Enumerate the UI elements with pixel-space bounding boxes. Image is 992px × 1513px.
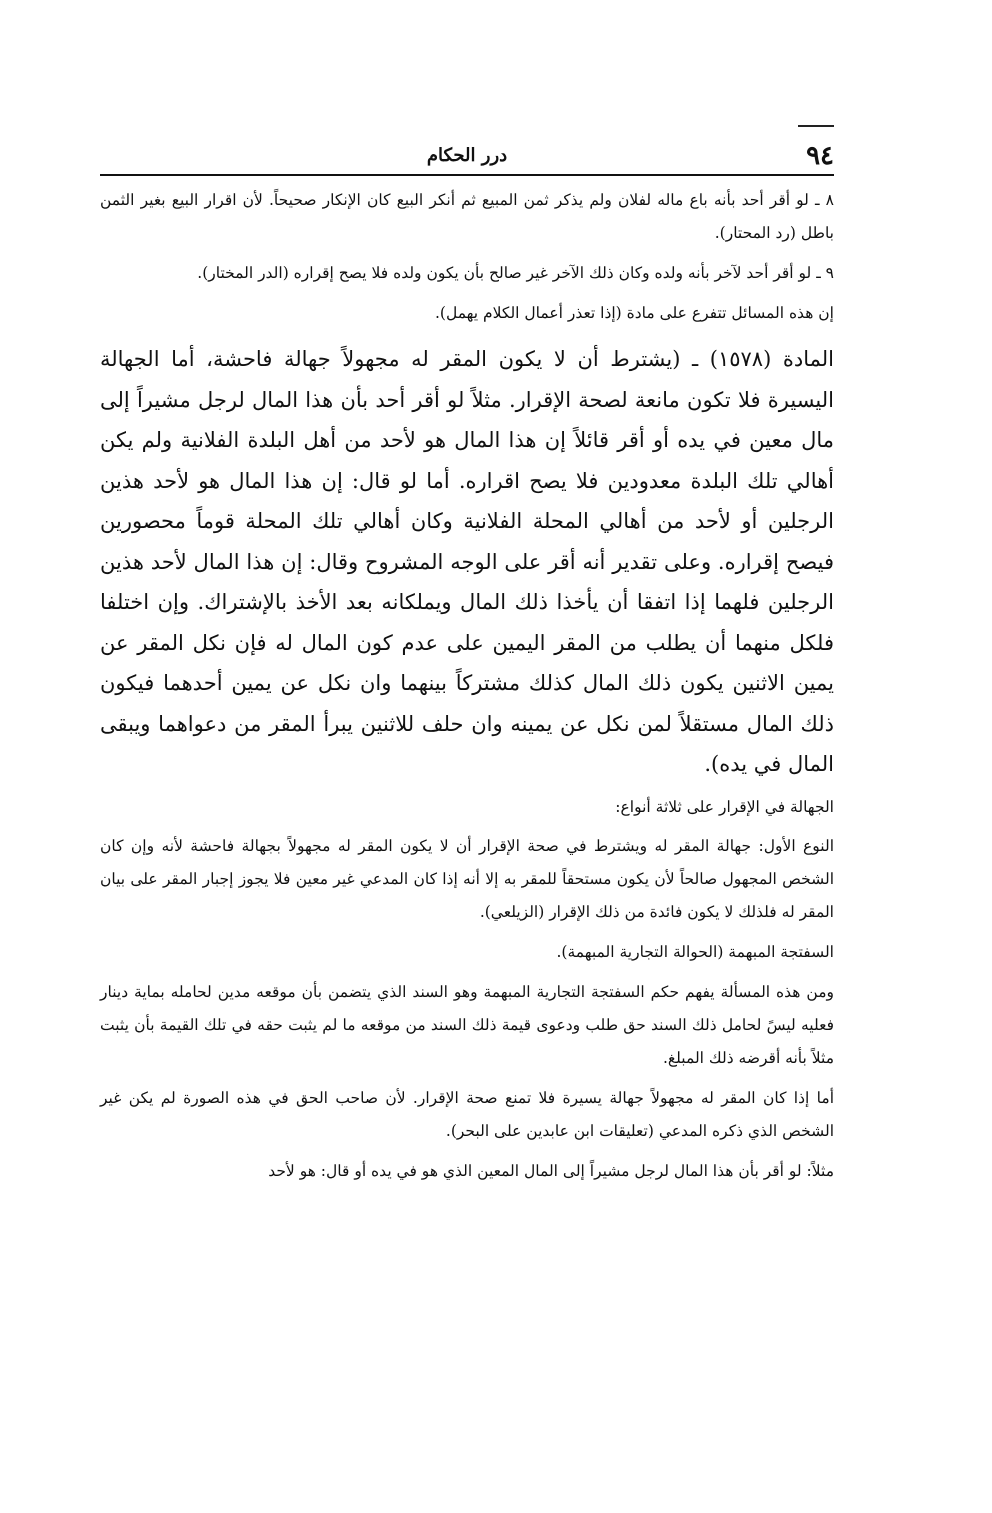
article-text: المادة (١٥٧٨) ـ (يشترط أن لا يكون المقر له مجهولاً جهالة فاحشة، أما الجهالة اليسيرة فلا تكون مانعة لصحة الإقرار. مثلاً لو أقر أحد بأن هذا المال لرجل مشيراً إلى مال معين في يده أو أقر قائلاً إن هذا المال هو لأحد من أهل البلدة الفلانية ولم يكن أهالي تلك البلدة معدودين فلا يصح اقراره. أما لو قال: إن هذا المال هو لأحد هذين الرجلين أو لأحد من أهالي المحلة الفلانية وكان أهالي تلك المحلة قوماً محصورين فيصح إقراره. وعلى تقدير أنه أقر على الوجه المشروح وقال: إن هذا المال لأحد هذين الرجلين فلهما إذا اتفقا أن يأخذا ذلك المال ويملكانه بعد الأخذ بالإشتراك. وإن اختلفا فلكل منهما أن يطلب من المقر اليمين على عدم كون المال له فإن نكل المقر عن يمين الاثنين يكون ذلك المال كذلك مشتركاً بينهما وان نكل عن يمين أحدهما فيكون ذلك المال مستقلاً لمن نكل عن يمينه وان حلف للاثنين يبرأ المقر من دعواهما ويبقى المال في يده). [100, 347, 834, 776]
commentary-paragraph: ومن هذه المسألة يفهم حكم السفتجة التجارية المبهمة وهو السند الذي يتضمن بأن موقعه مدين لحامله بماية دينار فعليه ليسً لحامل ذلك السند حق طلب ودعوى قيمة ذلك السند من موقعه ما لم يثبت حقه في تلك القيمة بأن يثبت مثلاً بأنه أقرضه ذلك المبلغ. [100, 982, 834, 1067]
note-paragraph: ٨ ـ لو أقر أحد بأنه باع ماله لفلان ولم يذكر ثمن المبيع ثم أنكر البيع كان الإنكار صحيحاً. لأن اقرار البيع بغير الثمن باطل (رد المحتار). [100, 191, 834, 242]
commentary-heading: الجهالة في الإقرار على ثلاثة أنواع: [615, 797, 834, 816]
top-dash [798, 125, 834, 127]
page-content [100, 184, 834, 1195]
note-paragraph: إن هذه المسائل تتفرع على مادة (إذا تعذر أعمال الكلام يهمل). [434, 304, 834, 322]
book-page [100, 120, 834, 1480]
note-paragraph: ٩ ـ لو أقر أحد لآخر بأنه ولده وكان ذلك الآخر غير صالح بأن يكون ولده فلا يصح إقراره (الدر المختار). [197, 264, 834, 282]
commentary-paragraph: مثلاً: لو أقر بأن هذا المال لرجل مشيراً إلى المال المعين الذي هو في يده أو قال: هو لأحد [268, 1161, 834, 1180]
page-header [100, 140, 834, 172]
header-rule [100, 174, 834, 176]
commentary-paragraph: أما إذا كان المقر له مجهولاً جهالة يسيرة فلا تمنع صحة الإقرار. لأن صاحب الحق في هذه الصورة لم يكن غير الشخص الذي ذكره المدعي (تعليقات ابن عابدين على البحر). [100, 1088, 834, 1140]
commentary-paragraph: النوع الأول: جهالة المقر له ويشترط في صحة الإقرار أن لا يكون المقر له مجهولاً بجهالة فاحشة لأنه وإن كان الشخص المجهول صالحاً لأن يكون مستحقاً للمقر به إلا أنه إذا كان المدعي غير معين فلا يجوز إجبار المقر على بيان المقر له فلذلك لا يكون فائدة من ذلك الإقرار (الزيلعي). [100, 836, 834, 921]
commentary-subheading: السفتجة المبهمة (الحوالة التجارية المبهمة). [556, 942, 834, 961]
page-number: ٩٤ [806, 141, 834, 171]
running-title: درر الحكام [426, 145, 508, 166]
